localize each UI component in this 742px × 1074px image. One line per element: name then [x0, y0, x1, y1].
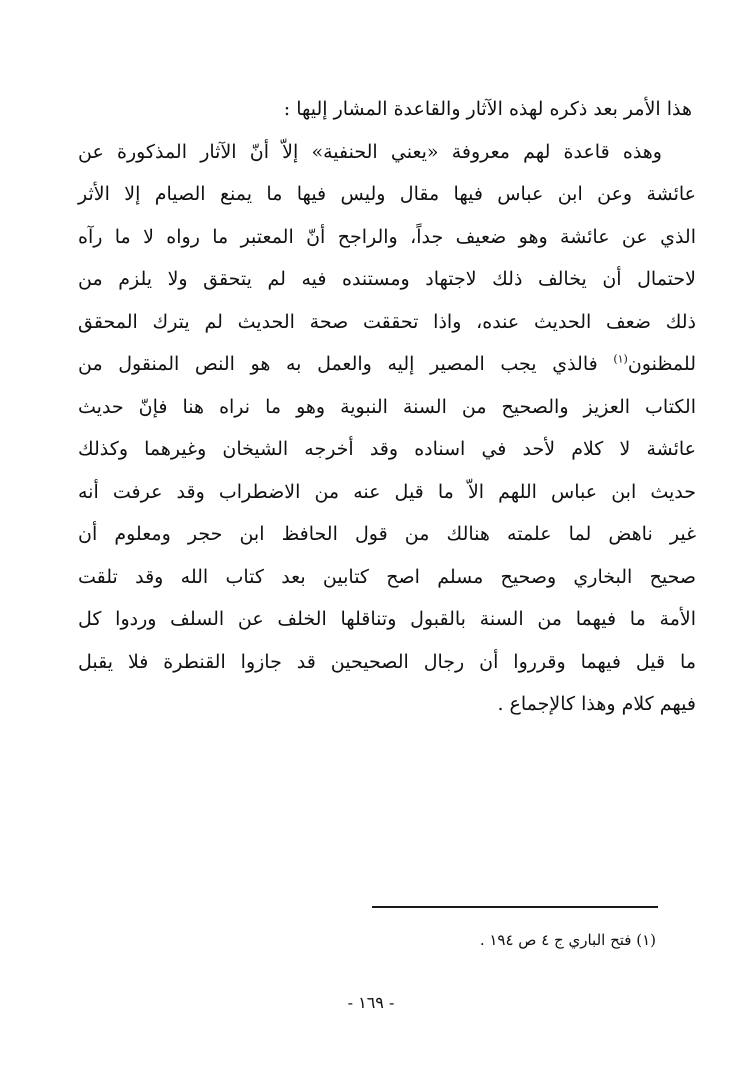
- text-line-13: الأمة ما فيهما من السنة بالقبول وتناقلها الخلف عن السلف وردوا كل: [78, 608, 696, 630]
- text-line-5: لاحتمال أن يخالف ذلك لاجتهاد ومستنده فيه لم يتحقق ولا يلزم من: [78, 268, 696, 290]
- text-line-9: عائشة لا كلام لأحد في اسناده وقد أخرجه الشيخان وغيرهما وكذلك: [78, 438, 696, 460]
- text-line-4: الذي عن عائشة وهو ضعيف جداً، والراجح أنّ المعتبر ما رواه لا ما رآه: [78, 225, 696, 248]
- text-line-1: هذا الأمر بعد ذكره لهذه الآثار والقاعدة المشار إليها :: [283, 98, 692, 120]
- text-line-8: الكتاب العزيز والصحيح من السنة النبوية وهو ما نراه هنا فإنّ حديث: [78, 395, 696, 418]
- text-line-7-start: للمظنون: [627, 353, 696, 375]
- footnote-separator: [372, 906, 658, 908]
- text-line-6: ذلك ضعف الحديث عنده، واذا تحققت صحة الحديث لم يترك المحقق: [78, 310, 696, 333]
- main-text: [78, 88, 696, 726]
- text-line-3: عائشة وعن ابن عباس فيها مقال وليس فيها ما يمنع الصيام إلا الأثر: [78, 183, 696, 205]
- text-line-11: غير ناهض لما علمته هنالك من قول الحافظ ابن حجر ومعلوم أن: [78, 523, 696, 545]
- footnote-reference: (١): [613, 352, 628, 366]
- text-line-14: ما قيل فيهما وقرروا أن رجال الصحيحين قد جازوا القنطرة فلا يقبل: [78, 650, 696, 673]
- text-line-15: فيهم كلام وهذا كالإجماع .: [497, 693, 696, 715]
- text-line-2: وهذه قاعدة لهم معروفة «يعني الحنفية» إلاّ أنّ الآثار المذكورة عن: [78, 140, 662, 163]
- page-number: - ١٦٩ -: [347, 993, 395, 1012]
- text-line-12: صحيح البخاري وصحيح مسلم اصح كتابين بعد كتاب الله وقد تلقت: [78, 565, 696, 588]
- text-line-10: حديث ابن عباس اللهم الاّ ما قيل عنه من الاضطراب وقد عرفت أنه: [78, 480, 696, 503]
- text-line-7: [78, 343, 696, 386]
- text-line-7-rest: فالذي يجب المصير إليه والعمل به هو النص المنقول من: [78, 353, 598, 375]
- footnote: (١) فتح الباري ج ٤ ص ١٩٤ .: [479, 931, 656, 949]
